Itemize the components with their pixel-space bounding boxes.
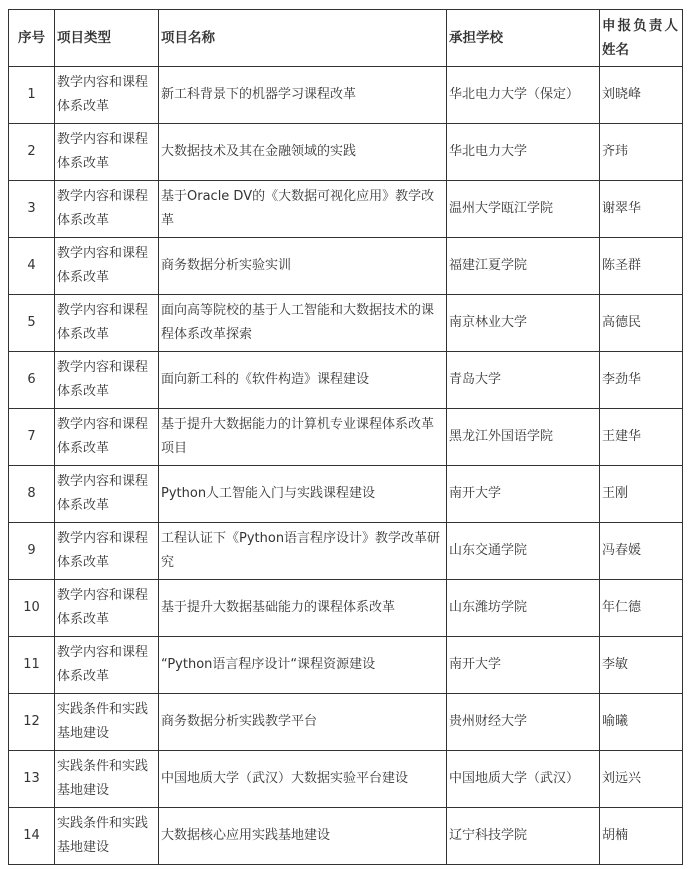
cell-project-name: 基于Oracle DV的《大数据可视化应用》教学改革 [159, 181, 447, 238]
cell-school: 南京林业大学 [447, 295, 600, 352]
cell-type: 教学内容和课程体系改革 [55, 181, 159, 238]
cell-type: 实践条件和实践基地建设 [55, 751, 159, 808]
cell-school: 黑龙江外国语学院 [447, 409, 600, 466]
cell-school: 南开大学 [447, 466, 600, 523]
header-school: 承担学校 [447, 10, 600, 67]
header-leader-line2: 姓名 [602, 42, 629, 58]
cell-no: 10 [9, 580, 55, 637]
cell-no: 2 [9, 124, 55, 181]
cell-no: 7 [9, 409, 55, 466]
cell-type: 教学内容和课程体系改革 [55, 238, 159, 295]
cell-no: 13 [9, 751, 55, 808]
cell-project-name: 商务数据分析实验实训 [159, 238, 447, 295]
table-header [9, 10, 683, 67]
header-no: 序号 [9, 10, 55, 67]
cell-project-name: Python人工智能入门与实践课程建设 [159, 466, 447, 523]
header-type: 项目类型 [55, 10, 159, 67]
cell-leader: 刘晓峰 [600, 67, 683, 124]
cell-no: 11 [9, 637, 55, 694]
cell-type: 教学内容和课程体系改革 [55, 466, 159, 523]
cell-leader: 喻曦 [600, 694, 683, 751]
cell-no: 8 [9, 466, 55, 523]
cell-type: 教学内容和课程体系改革 [55, 67, 159, 124]
cell-project-name: 工程认证下《Python语言程序设计》教学改革研究 [159, 523, 447, 580]
cell-school: 华北电力大学（保定） [447, 67, 600, 124]
table-row [9, 295, 683, 352]
cell-type: 教学内容和课程体系改革 [55, 352, 159, 409]
cell-leader: 陈圣群 [600, 238, 683, 295]
header-name: 项目名称 [159, 10, 447, 67]
table-body [9, 67, 683, 865]
cell-project-name: 面向新工科的《软件构造》课程建设 [159, 352, 447, 409]
cell-project-name: 基于提升大数据能力的计算机专业课程体系改革项目 [159, 409, 447, 466]
cell-school: 南开大学 [447, 637, 600, 694]
cell-leader: 齐玮 [600, 124, 683, 181]
table-row [9, 637, 683, 694]
project-table [8, 9, 683, 865]
table-row [9, 523, 683, 580]
cell-leader: 高德民 [600, 295, 683, 352]
header-leader [600, 10, 683, 67]
cell-no: 5 [9, 295, 55, 352]
table-row [9, 67, 683, 124]
cell-leader: 冯春媛 [600, 523, 683, 580]
cell-no: 14 [9, 808, 55, 865]
cell-no: 3 [9, 181, 55, 238]
cell-no: 9 [9, 523, 55, 580]
cell-no: 4 [9, 238, 55, 295]
cell-type: 教学内容和课程体系改革 [55, 637, 159, 694]
cell-leader: 李敏 [600, 637, 683, 694]
table-row [9, 466, 683, 523]
cell-type: 教学内容和课程体系改革 [55, 124, 159, 181]
cell-project-name: 大数据技术及其在金融领域的实践 [159, 124, 447, 181]
table-row [9, 694, 683, 751]
cell-type: 实践条件和实践基地建设 [55, 694, 159, 751]
cell-school: 温州大学瓯江学院 [447, 181, 600, 238]
header-leader-line1: 申报负责人 [602, 18, 678, 34]
cell-project-name: “Python语言程序设计“课程资源建设 [159, 637, 447, 694]
table-row [9, 238, 683, 295]
cell-leader: 王建华 [600, 409, 683, 466]
cell-leader: 王刚 [600, 466, 683, 523]
table-row [9, 124, 683, 181]
cell-school: 青岛大学 [447, 352, 600, 409]
table-row [9, 808, 683, 865]
table-row [9, 751, 683, 808]
cell-school: 辽宁科技学院 [447, 808, 600, 865]
cell-school: 山东交通学院 [447, 523, 600, 580]
table-row [9, 580, 683, 637]
cell-type: 教学内容和课程体系改革 [55, 580, 159, 637]
cell-type: 教学内容和课程体系改革 [55, 295, 159, 352]
cell-school: 贵州财经大学 [447, 694, 600, 751]
cell-school: 福建江夏学院 [447, 238, 600, 295]
cell-project-name: 新工科背景下的机器学习课程改革 [159, 67, 447, 124]
cell-leader: 年仁德 [600, 580, 683, 637]
cell-project-name: 商务数据分析实践教学平台 [159, 694, 447, 751]
cell-leader: 李劲华 [600, 352, 683, 409]
table-row [9, 409, 683, 466]
cell-project-name: 面向高等院校的基于人工智能和大数据技术的课程体系改革探索 [159, 295, 447, 352]
cell-type: 教学内容和课程体系改革 [55, 523, 159, 580]
cell-no: 12 [9, 694, 55, 751]
table-row [9, 181, 683, 238]
cell-school: 山东潍坊学院 [447, 580, 600, 637]
cell-project-name: 基于提升大数据基础能力的课程体系改革 [159, 580, 447, 637]
cell-leader: 谢翠华 [600, 181, 683, 238]
cell-leader: 刘远兴 [600, 751, 683, 808]
cell-project-name: 大数据核心应用实践基地建设 [159, 808, 447, 865]
cell-type: 教学内容和课程体系改革 [55, 409, 159, 466]
cell-school: 中国地质大学（武汉） [447, 751, 600, 808]
cell-no: 1 [9, 67, 55, 124]
table-row [9, 352, 683, 409]
cell-type: 实践条件和实践基地建设 [55, 808, 159, 865]
cell-no: 6 [9, 352, 55, 409]
header-row [9, 10, 683, 67]
cell-project-name: 中国地质大学（武汉）大数据实验平台建设 [159, 751, 447, 808]
cell-school: 华北电力大学 [447, 124, 600, 181]
cell-leader: 胡楠 [600, 808, 683, 865]
